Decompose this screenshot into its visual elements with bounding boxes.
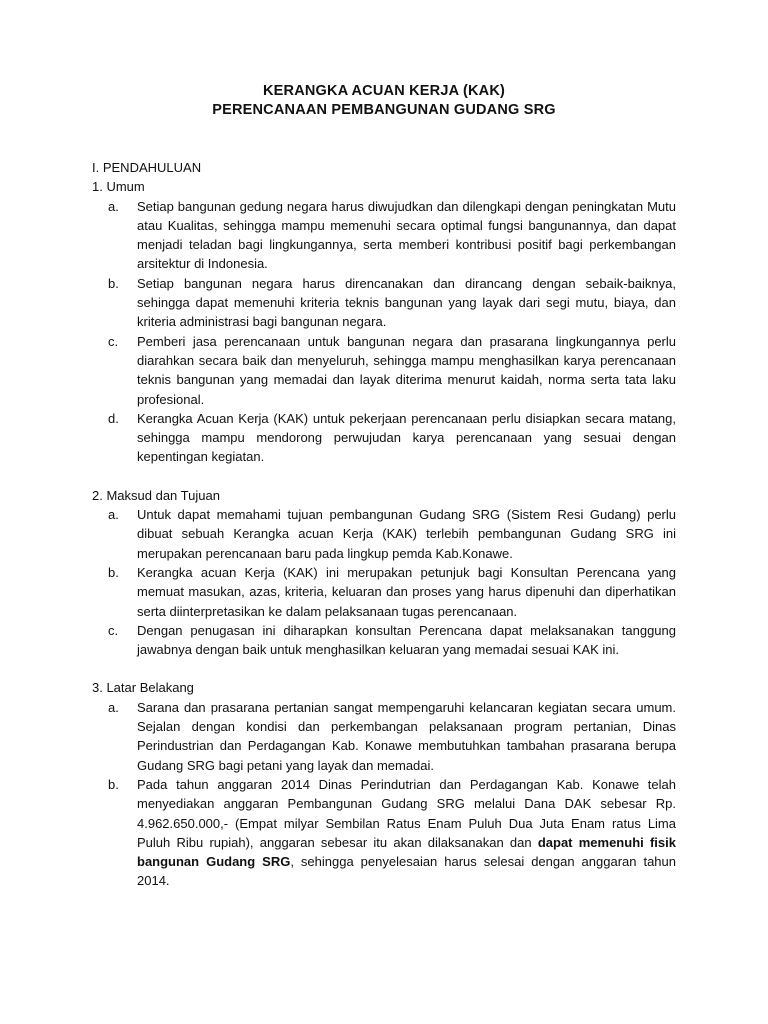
list-item-text xyxy=(137,775,676,891)
list-item xyxy=(92,505,676,563)
list-marker: c. xyxy=(108,622,119,638)
list-item xyxy=(92,775,676,891)
subsection-heading-maksud-tujuan: 2. Maksud dan Tujuan xyxy=(92,487,220,503)
list-item-text: Setiap bangunan gedung negara harus diwujudkan dan dilengkapi dengan peningkatan Mutu atau Kualitas, sehingga mampu memenuhi secara optimal fungsi bangunannya, dan dapat menjadi teladan bagi lingkungannya, serta memberi kontribusi positif bagi perkembangan arsitektur di Indonesia. xyxy=(137,198,676,272)
list-item xyxy=(92,274,676,332)
list-item xyxy=(92,698,676,775)
list-item-text: Sarana dan prasarana pertanian sangat mempengaruhi kelancaran kegiatan secara umum. Sejalan dengan kondisi dan perkembangan pelaksanaan program pertanian, Dinas Perindustrian dan Perdagangan Kab. Konawe membutuhkan tambahan prasarana berupa Gudang SRG bagi petani yang layak dan memadai. xyxy=(137,699,676,773)
subsection-heading-latar-belakang: 3. Latar Belakang xyxy=(92,680,194,696)
list-marker: a. xyxy=(108,699,119,715)
list-marker: b. xyxy=(108,776,119,792)
list-marker: a. xyxy=(108,198,119,214)
list-marker: d. xyxy=(108,410,119,426)
list-item xyxy=(92,332,676,409)
list-marker: a. xyxy=(108,507,119,523)
title-line-1: KERANGKA ACUAN KERJA (KAK) xyxy=(262,83,506,99)
list-item-text: Untuk dapat memahami tujuan pembangunan Gudang SRG (Sistem Resi Gudang) perlu dibuat sebuah Kerangka acuan Kerja (KAK) terlebih pembangunan Gudang SRG ini merupakan perencanaan baru pada lingkup pemda Kab.Konawe. xyxy=(137,507,676,561)
list-marker: c. xyxy=(108,333,119,349)
title-line-2: PERENCANAAN PEMBANGUNAN GUDANG SRG xyxy=(212,102,556,118)
list-item-text: Setiap bangunan negara harus direncanakan dan dirancang dengan sebaik-baiknya, sehingga dapat memenuhi kriteria teknis bangunan yang layak dari segi mutu, biaya, dan kriteria administrasi bagi bangunan negara. xyxy=(137,275,676,330)
list-item-text: Kerangka acuan Kerja (KAK) ini merupakan petunjuk bagi Konsultan Perencana yang memuat masukan, azas, kriteria, keluaran dan proses yang harus dipenuhi dan diperhatikan serta diinterpretasikan ke dalam pelaksanaan tugas perencanaan. xyxy=(137,564,676,619)
list-marker: b. xyxy=(108,564,119,580)
list-item-text: Pemberi jasa perencanaan untuk bangunan negara dan prasarana lingkungannya perlu diarahkan secara baik dan menyeluruh, sehingga mampu menghasilkan karya perencanaan teknis bangunan yang memadai dan layak diterima menurut kaidah, norma serta tata laku profesional. xyxy=(137,333,676,407)
document-title xyxy=(92,82,676,120)
list-item xyxy=(92,563,676,621)
list-item-text: Kerangka Acuan Kerja (KAK) untuk pekerjaan perencanaan perlu disiapkan secara matang, sehingga mampu mendorong perwujudan karya perencanaan yang sesuai dengan kepentingan kegiatan. xyxy=(137,410,676,465)
list-latar-belakang xyxy=(92,698,676,891)
list-item xyxy=(92,621,676,660)
list-item-text: Dengan penugasan ini diharapkan konsultan Perencana dapat melaksanakan tanggung jawabnya dengan baik untuk menghasilkan keluaran yang memadai sesuai KAK ini. xyxy=(137,622,676,658)
text-run: , sehingga penyelesaian harus selesai dengan anggaran tahun 2014. xyxy=(137,854,676,889)
text-run: Pada tahun anggaran 2014 Dinas Perindutrian dan Perdagangan Kab. Konawe telah menyediakan anggaran Pembangunan Gudang SRG melalui Dana DAK sebesar Rp. 4.962.650.000,- (Empat milyar Sembilan Ratus Enam Puluh Dua Juta Enam ratus Lima Puluh Ribu rupiah), anggaran sebesar itu akan dilaksanakan dan xyxy=(137,776,676,850)
list-umum xyxy=(92,197,676,467)
subsection-heading-umum: 1. Umum xyxy=(92,179,145,195)
bold-text-run: dapat memenuhi fisik bangunan Gudang SRG xyxy=(137,834,676,870)
section-heading-pendahuluan: I. PENDAHULUAN xyxy=(92,160,202,175)
list-maksud-tujuan xyxy=(92,505,676,659)
list-item xyxy=(92,197,676,274)
list-item xyxy=(92,409,676,467)
list-marker: b. xyxy=(108,275,119,291)
